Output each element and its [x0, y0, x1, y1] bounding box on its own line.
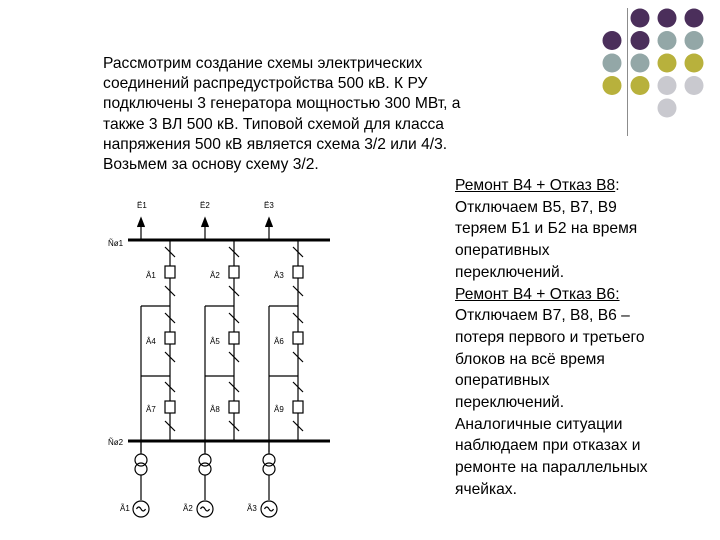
breaker-symbol: [165, 332, 175, 344]
feeder-arrow-2: [202, 218, 209, 227]
breaker-label-b7: Â7: [146, 405, 156, 414]
breaker-symbol: [165, 401, 175, 413]
case1-line: Отключаем В5, В7, В9: [455, 198, 617, 216]
breaker-label-b8: Â8: [210, 405, 220, 414]
case1-line: теряем Б1 и Б2 на время: [455, 220, 638, 238]
intro-line: соединений распредустройства 500 кВ. К РУ: [103, 75, 428, 93]
breaker-symbol: [229, 266, 239, 278]
breaker-label-b6: Â6: [274, 337, 284, 346]
case2-line: Аналогичные ситуации: [455, 415, 623, 433]
breaker-label-b9: Â9: [274, 405, 284, 414]
case1-colon: :: [615, 177, 620, 194]
line-label-2: Ë2: [200, 201, 210, 210]
breaker-label-b3: Â3: [274, 271, 284, 280]
case2-line: ячейках.: [455, 480, 517, 498]
breaker-label-b5: Â5: [210, 337, 220, 346]
intro-line: напряжения 500 кВ является схема 3/2 или 4/3.: [103, 135, 448, 153]
case2-line: блоков на всё время: [455, 350, 605, 368]
line-label-1: Ë1: [137, 201, 147, 210]
bus1-label: Ñø1: [108, 239, 124, 248]
bus2-label: Ñø2: [108, 438, 124, 447]
breaker-symbol: [229, 401, 239, 413]
generator-label-3: Ã3: [247, 504, 257, 513]
case2-line: потеря первого и третьего: [455, 328, 645, 346]
breaker-label-b4: Â4: [146, 337, 156, 346]
feeder-arrow-1: [138, 218, 145, 227]
case2-line: ремонте на параллельных: [455, 459, 648, 477]
breaker-symbol: [293, 401, 303, 413]
case2-line: наблюдаем при отказах и: [455, 437, 641, 455]
case2-line: переключений.: [455, 394, 565, 412]
diagram-wiring: [128, 218, 330, 517]
breaker-label-b1: Â1: [146, 271, 156, 280]
generator-label-1: Ã1: [120, 504, 130, 513]
intro-line: Рассмотрим создание схемы электрических: [103, 55, 423, 72]
case2-line: Отключаем В7, В8, В6 –: [455, 307, 630, 325]
generator-sine-icon: [265, 507, 274, 511]
intro-line: Возьмем за основу схему 3/2.: [103, 156, 319, 174]
feeder-arrow-3: [266, 218, 273, 227]
case1-title: Ремонт В4 + Отказ В8: [455, 177, 616, 194]
transformer-winding-lower: [199, 463, 211, 475]
case2-line: оперативных: [455, 372, 550, 390]
breaker-symbol: [293, 266, 303, 278]
generator-sine-icon: [201, 507, 210, 511]
intro-line: подключены 3 генератора мощностью 300 МВт, а: [103, 95, 461, 113]
generator-label-2: Ã2: [183, 504, 193, 513]
breaker-symbol: [229, 332, 239, 344]
breaker-label-b2: Â2: [210, 271, 220, 280]
case1-line: оперативных: [455, 242, 550, 260]
breaker-symbol: [293, 332, 303, 344]
case2-title: Ремонт В4 + Отказ В6:: [455, 285, 620, 303]
intro-line: также 3 ВЛ 500 кВ. Типовой схемой для класса: [103, 115, 444, 133]
transformer-winding-lower: [135, 463, 147, 475]
case1-line: переключений.: [455, 263, 565, 281]
transformer-winding-lower: [263, 463, 275, 475]
generator-sine-icon: [137, 507, 146, 511]
line-label-3: Ë3: [264, 201, 274, 210]
breaker-symbol: [165, 266, 175, 278]
